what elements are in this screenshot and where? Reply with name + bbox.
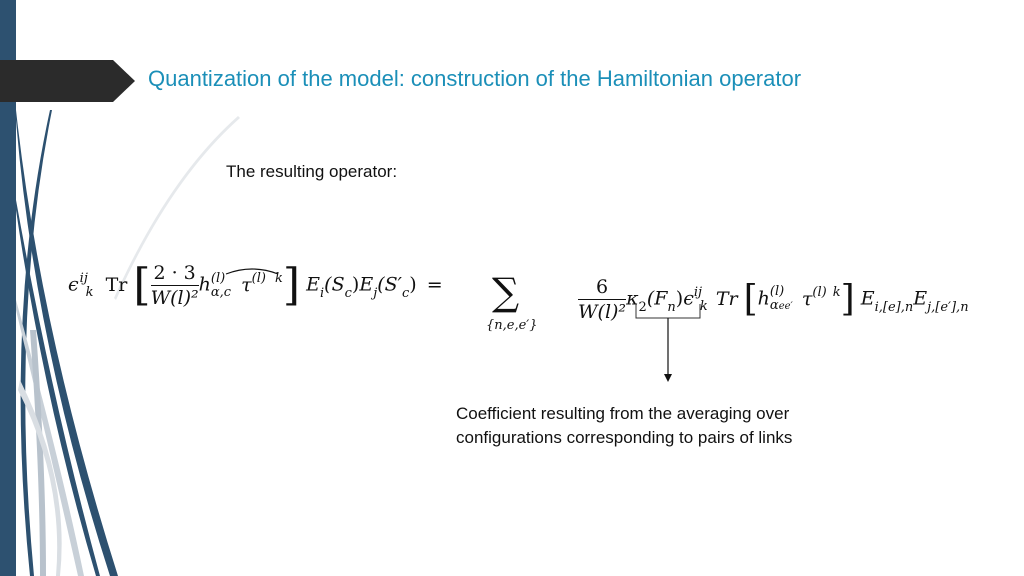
kappa-coefficient: κ	[626, 287, 639, 310]
slide-title: Quantization of the model: construction of the Hamiltonian operator	[148, 66, 802, 91]
trace-operator: Tr	[105, 273, 128, 296]
coefficient-arrow	[630, 302, 710, 384]
summation-symbol: ∑	[492, 270, 520, 314]
left-bracket: [	[133, 259, 151, 311]
subtitle-text: The resulting operator:	[226, 162, 398, 181]
equals-sign: =	[426, 273, 443, 296]
wide-hat-mark	[224, 266, 280, 276]
right-bracket: ]	[282, 259, 301, 311]
equation-rhs: $\frac{6}{\text{W(l)²}}$ $\kappa_2(F_n)\epsilon$ ij k Tr [h (l) αee′ $\tau^{(l)}$ $^k$] $E_{i,[e],n}E_{j,[e'],n}$	[578, 276, 969, 323]
coefficient-caption: Coefficient resulting from the averaging over configurations corresponding to pairs of links	[456, 404, 793, 447]
epsilon-symbol: ϵ	[68, 273, 79, 296]
fraction-6: $\frac{6}{\text{W(l)²}}$	[578, 276, 627, 323]
fraction-2-3: $\frac{2 \cdot 3}{\text{W(l)²}}$	[150, 262, 199, 309]
equation-lhs: ϵ ij k Tr [ $\frac{2 \cdot 3}{\text{W(l)²}}$ h (l) α,c $\tau^{(l)}$ $^k$] $E_i(S_c)E_j(S'_c)$ =	[68, 259, 443, 311]
title-tab	[0, 60, 135, 102]
summation-range: {n,e,e′}	[486, 318, 538, 333]
